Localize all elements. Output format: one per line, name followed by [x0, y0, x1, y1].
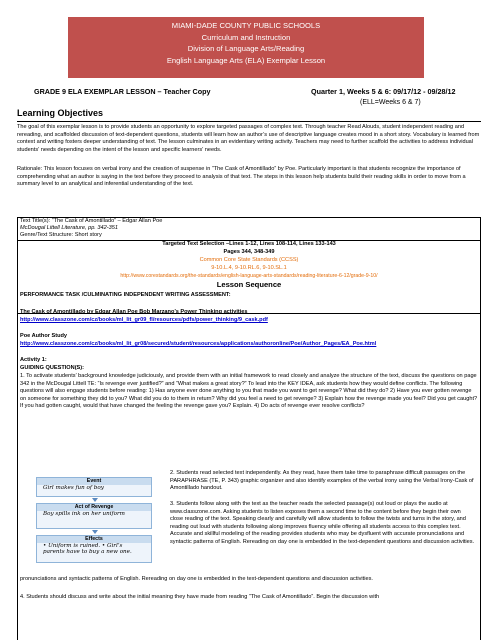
targeted-selection: Targeted Text Selection –Lines 1-12, Lines 108-114, Lines 133-143	[162, 241, 336, 247]
effects-label: Effects	[37, 536, 151, 543]
event-label: Event	[37, 478, 151, 485]
header-line-2: Curriculum and Instruction	[201, 32, 291, 42]
event-text: Girl makes fun of boy	[43, 484, 104, 491]
district-header	[68, 17, 424, 78]
ccss-title: Common Core State Standards (CCSS)	[199, 257, 299, 263]
text-genre: Genre/Text Structure: Short story	[20, 232, 102, 238]
revenge-label: Act of Revenge	[37, 504, 151, 511]
targeted-pages: Pages 344, 348-349	[223, 249, 275, 255]
text-titles: Text Title(s): “The Cask of Amontillado” – Edgar Allan Poe	[20, 218, 163, 224]
resource-1-link[interactable]: http://www.classzone.com/cz/books/ml_lit_gr09_fl/resources/pdfs/power_thinking/9_cask.pdf	[20, 317, 268, 323]
activity-label: Activity 1:	[20, 357, 47, 363]
ccss-codes: 9-10.L.4, 9-10.RL.6, 9-10.SL.1	[211, 265, 287, 271]
activity-item-3-continued: pronunciations and syntactic patterns of English. Rereading on day one is embedded in the text-dependent questions and discussion activities.	[20, 576, 373, 582]
header-line-3: Division of Language Arts/Reading	[187, 44, 305, 53]
resource-2-link[interactable]: http://www.classzone.com/cz/books/ml_lit_gr08/secured/student/resources/applications/authoronline/Poe/Author_Pages/EA_Poe.html	[20, 341, 377, 347]
header-line-1: MIAMI-DADE COUNTY PUBLIC SCHOOLS	[171, 21, 321, 30]
down-arrow-icon	[92, 498, 98, 502]
ccss-url[interactable]: http://www.corestandards.org/the-standards/english-language-arts-standards/reading-literature-6-12/grade-9-10/	[120, 273, 378, 279]
rationale-paragraph: Rationale: This lesson focuses on verbal irony and the creation of suspense in “The Cask of Amontillado” by Poe. Particularly important is that students recognize the importance of comprehending what an author is saying in the text before they proceed to analysis of that text. The steps in this lesson help students build their reading skills in order to move from a summary level to an analytical and inferential understanding of the text.	[17, 166, 466, 188]
activity-item-1: 1. To activate students’ background knowledge judiciously, and provide them with an initial framework to read closely and analyze the structure of the text, discuss the questions on page 342 in the McDougal Littell TE: “Is revenge ever justified?” and “What makes a great story?” To lead into the KEY IDEA, ask students how they would define conflicts. The following questions will also engage students before reading: 1) Has anyone ever done anything to you that made you want to get revenge? What did they do? 2) Have you ever gotten revenge on someone for something they did to you? What did you do to them in return? Why did you feel a need to get revenge? 3) Explain how the revenge made you feel? Did you get caught? If you had gotten caught, would that have changed the feeling the revenge gave you? Explain. 4) Do acts of revenge ever resolve conflicts?	[20, 373, 478, 410]
header-line-4: English Language Arts (ELA) Exemplar Lesson	[166, 55, 326, 65]
activity-item-3: 3. Students follow along with the text as the teacher reads the selected passage(s) out loud or plays the audio at www.classzone.com. Asking students to listen exposes them a second time to the content before they begin their own close reading of the text. Speaking clearly and carefully will allow students to follow the twists and turns in the story, and reading out loud with students following along improves fluency while offering all students access to this complex text. Accurate and skillful modeling of the reading provides students who may be dysfluent with accurate pronunciations and syntactic patterns of English. Rereading on day one is embedded in the text-dependent questions and discussion activities.	[170, 501, 475, 545]
lesson-sequence-heading: Lesson Sequence	[216, 280, 282, 289]
guiding-questions-label: GUIDING QUESTION(S):	[20, 365, 85, 371]
activity-item-2: 2. Students read selected text independently. As they read, have them take time to paraphrase difficult passages on the PARAPHRASE (TE, P. 343) graphic organizer and also identify examples of the verbal irony using the Verbal Irony-Cask of Amontillado handout.	[170, 470, 474, 492]
effects-text: • Uniform is ruined. • Girl’s parents have to buy a new one.	[43, 542, 132, 556]
revenge-box	[36, 503, 152, 529]
performance-task-label: PERFORMANCE TASK /CULMINATING INDEPENDENT WRITING ASSESSMENT:	[20, 292, 231, 298]
revenge-text: Boy spills ink on her uniform	[43, 510, 125, 517]
objectives-paragraph: The goal of this exemplar lesson is to provide students an opportunity to explore targeted passages of complex text. Through teacher Read Alouds, student independent reading and rereading, and scaffolded discussion of text-dependent questions, students will learn how an author’s use of descriptive language creates mood in a short story. Vocabulary is learned from context and writing fosters deeper understanding of text. The lesson culminates in an evidentiary writing activity. Teachers may need to further scaffold the activities to address individual students’ needs depending on the intent of the lesson and specific learners’ needs.	[17, 124, 480, 154]
ell-weeks: (ELL=Weeks 6 & 7)	[360, 99, 421, 106]
objectives-heading: Learning Objectives	[17, 108, 481, 122]
down-arrow-icon	[92, 530, 98, 534]
text-source: McDougal Littell Literature, pp. 342-351	[20, 225, 118, 231]
resource-1-title: The Cask of Amontillado by Edgar Allan Poe Bob Marzano’s Power Thinking activities	[20, 309, 248, 315]
effects-box	[36, 535, 152, 563]
lesson-dates: Quarter 1, Weeks 5 & 6: 09/17/12 - 09/28/12	[311, 87, 456, 96]
lesson-title: GRADE 9 ELA EXEMPLAR LESSON – Teacher Copy	[34, 87, 211, 96]
revenge-graphic-organizer	[30, 475, 158, 564]
activity-item-4: 4. Students should discuss and write about the initial meaning they have made from reading “The Cask of Amontillado”. Begin the discussion with	[20, 594, 380, 600]
event-box	[36, 477, 152, 497]
resource-2-title: Poe Author Study	[20, 333, 68, 339]
